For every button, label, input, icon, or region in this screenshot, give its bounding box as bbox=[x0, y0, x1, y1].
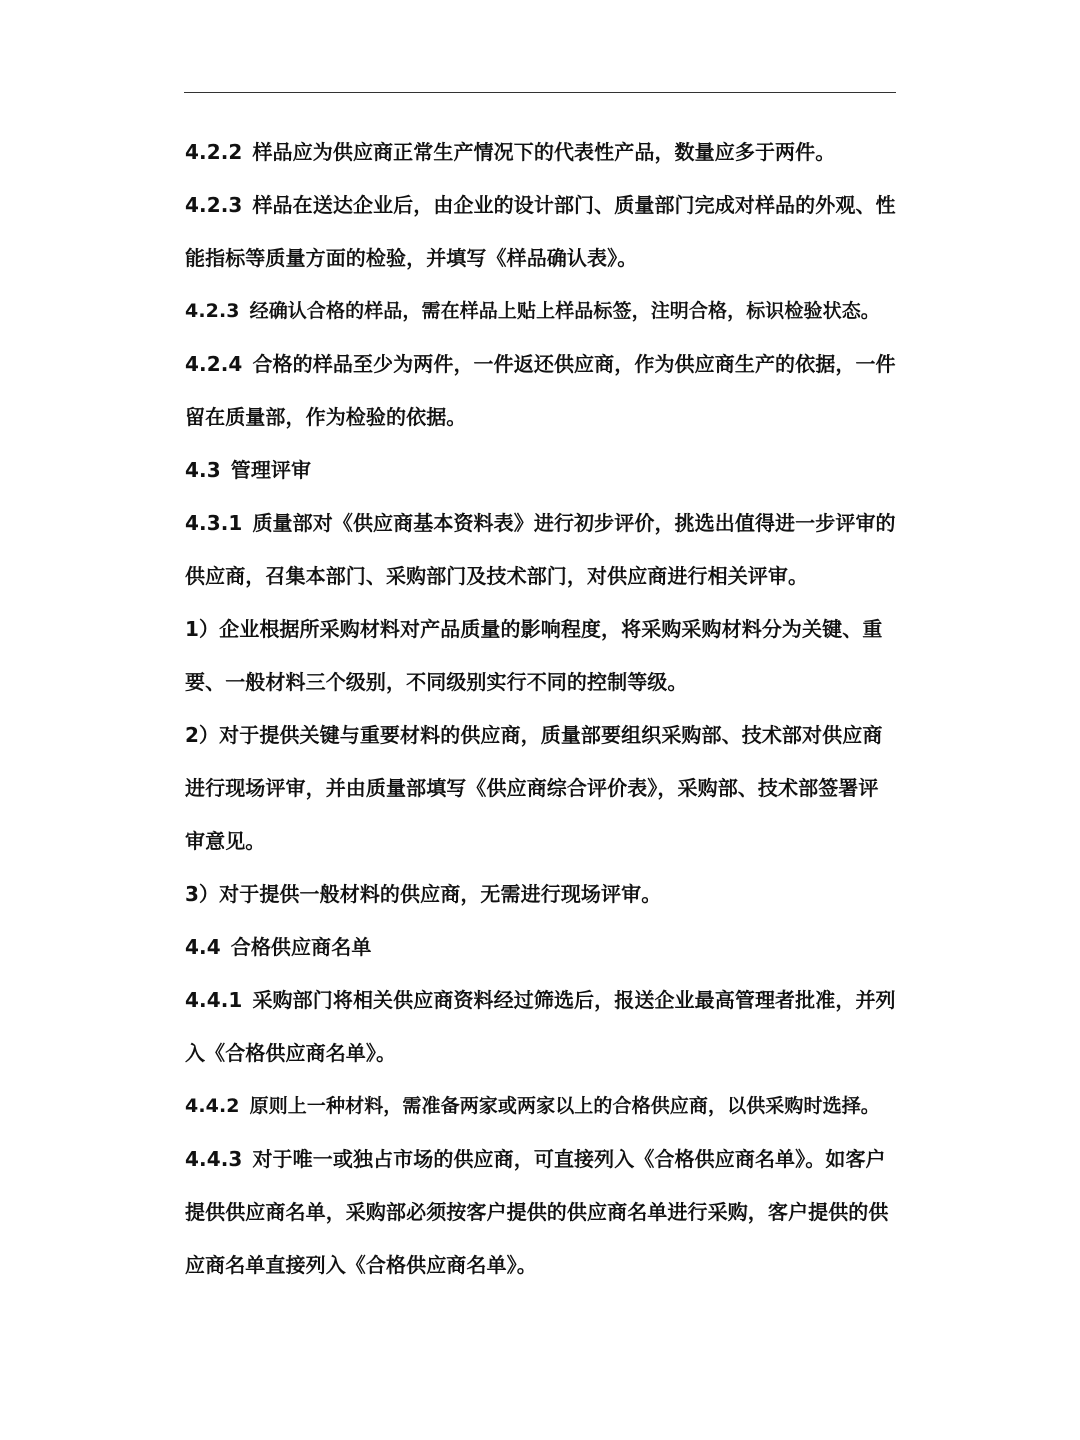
line-text: 进行现场评审，并由质量部填写《供应商综合评价表》，采购部、技术部签署评 bbox=[185, 776, 879, 800]
line-text: 质量部对《供应商基本资料表》进行初步评价，挑选出值得进一步评审的 bbox=[252, 511, 896, 535]
line-text: 应商名单直接列入《合格供应商名单》。 bbox=[185, 1253, 537, 1277]
section-number: 4.4 bbox=[185, 935, 221, 959]
text-line bbox=[185, 1027, 897, 1080]
line-text: 3）对于提供一般材料的供应商，无需进行现场评审。 bbox=[185, 882, 662, 906]
text-line bbox=[185, 709, 897, 762]
line-text: 合格供应商名单 bbox=[230, 935, 372, 959]
line-text: 供应商，召集本部门、采购部门及技术部门，对供应商进行相关评审。 bbox=[185, 564, 809, 588]
text-line bbox=[185, 921, 897, 974]
text-line bbox=[185, 1239, 897, 1292]
text-line bbox=[185, 974, 897, 1027]
section-number: 4.2.3 bbox=[185, 300, 240, 322]
text-line bbox=[185, 285, 897, 338]
text-line bbox=[185, 126, 897, 179]
text-line bbox=[185, 444, 897, 497]
line-text: 2）对于提供关键与重要材料的供应商，质量部要组织采购部、技术部对供应商 bbox=[185, 723, 883, 747]
line-text: 要、一般材料三个级别，不同级别实行不同的控制等级。 bbox=[185, 670, 688, 694]
text-line bbox=[185, 656, 897, 709]
section-number: 4.3.1 bbox=[185, 511, 243, 535]
text-line bbox=[185, 1186, 897, 1239]
line-text: 对于唯一或独占市场的供应商，可直接列入《合格供应商名单》。如客户 bbox=[252, 1147, 886, 1171]
line-text: 合格的样品至少为两件，一件返还供应商，作为供应商生产的依据，一件 bbox=[252, 352, 896, 376]
line-text: 提供供应商名单，采购部必须按客户提供的供应商名单进行采购，客户提供的供 bbox=[185, 1200, 889, 1224]
section-number: 4.2.3 bbox=[185, 193, 243, 217]
section-number: 4.4.1 bbox=[185, 988, 243, 1012]
line-text: 入《合格供应商名单》。 bbox=[185, 1041, 397, 1065]
text-line bbox=[185, 868, 897, 921]
text-line bbox=[185, 179, 897, 232]
section-number: 4.4.3 bbox=[185, 1147, 243, 1171]
line-text: 原则上一种材料，需准备两家或两家以上的合格供应商，以供采购时选择。 bbox=[249, 1095, 880, 1117]
text-line bbox=[185, 232, 897, 285]
section-number: 4.2.2 bbox=[185, 140, 243, 164]
line-text: 样品在送达企业后，由企业的设计部门、质量部门完成对样品的外观、性 bbox=[252, 193, 896, 217]
text-line bbox=[185, 550, 897, 603]
text-line bbox=[185, 815, 897, 868]
section-number: 4.4.2 bbox=[185, 1095, 240, 1117]
section-number: 4.2.4 bbox=[185, 352, 243, 376]
document-body bbox=[185, 126, 897, 1292]
line-text: 能指标等质量方面的检验，并填写《样品确认表》。 bbox=[185, 246, 638, 270]
line-text: 审意见。 bbox=[185, 829, 266, 853]
line-text: 采购部门将相关供应商资料经过筛选后，报送企业最高管理者批准，并列 bbox=[252, 988, 896, 1012]
text-line bbox=[185, 391, 897, 444]
text-line bbox=[185, 1080, 897, 1133]
line-text: 管理评审 bbox=[230, 458, 312, 482]
text-line bbox=[185, 1133, 897, 1186]
line-text: 留在质量部，作为检验的依据。 bbox=[185, 405, 467, 429]
section-number: 4.3 bbox=[185, 458, 221, 482]
text-line bbox=[185, 338, 897, 391]
line-text: 1）企业根据所采购材料对产品质量的影响程度，将采购采购材料分为关键、重 bbox=[185, 617, 883, 641]
text-line bbox=[185, 603, 897, 656]
line-text: 经确认合格的样品，需在样品上贴上样品标签，注明合格，标识检验状态。 bbox=[249, 300, 880, 322]
header-rule bbox=[184, 92, 896, 93]
line-text: 样品应为供应商正常生产情况下的代表性产品，数量应多于两件。 bbox=[252, 140, 836, 164]
text-line bbox=[185, 497, 897, 550]
text-line bbox=[185, 762, 897, 815]
